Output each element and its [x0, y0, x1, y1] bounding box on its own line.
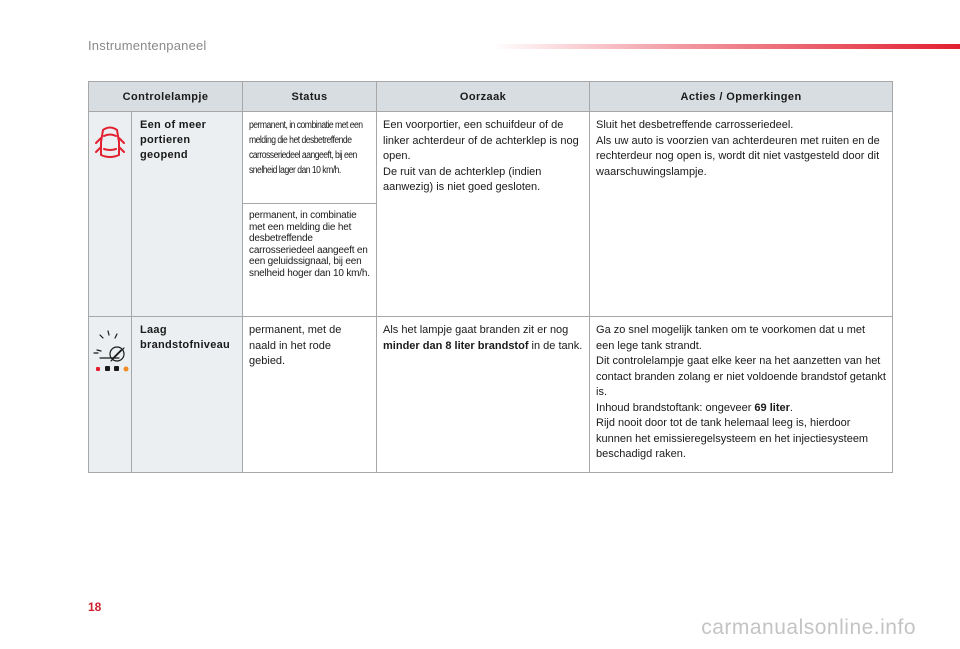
- watermark: carmanualsonline.info: [701, 616, 916, 639]
- action-text: Sluit het desbetreffende carrosseriedeel.: [596, 119, 794, 131]
- door-open-warning-icon: [95, 122, 125, 162]
- status-text: permanent, met de naald in het rode gebied.: [249, 324, 342, 367]
- action-text: Rijd nooit door tot de tank helemaal leeg is, hierdoor kunnen het emissieregelsysteem en het injectiesysteem beschadigd raken.: [596, 417, 869, 460]
- action-text-part: Inhoud brandstoftank: ongeveer: [596, 401, 755, 414]
- section-title: Instrumentenpaneel: [88, 38, 207, 53]
- status-cell: [243, 204, 377, 317]
- fuel-gauge-icon: [91, 329, 129, 375]
- action-text: Als uw auto is voorzien van achterdeuren met ruiten en de rechterdeur nog open is, wordt dit niet vastgesteld door dit waarschuwingslampje.: [596, 134, 880, 178]
- warning-lamps-table: [88, 81, 893, 473]
- cause-cell: [377, 112, 590, 317]
- column-header-status: Status: [243, 82, 377, 112]
- table-header-row: [89, 82, 893, 112]
- action-text: Ga zo snel mogelijk tanken om te voorkomen dat u met een lege tank strandt.: [596, 324, 866, 352]
- cause-text: Als het lampje gaat branden zit er nog: [383, 324, 569, 336]
- action-cell: [590, 112, 893, 317]
- table-row: [89, 112, 893, 204]
- table-row: [89, 317, 893, 473]
- lamp-name: Laag brandstofniveau: [132, 317, 243, 473]
- status-cell: [243, 317, 377, 473]
- action-cell: [590, 317, 893, 473]
- cause-cell: [377, 317, 590, 473]
- column-header-lamp: Controlelampje: [89, 82, 243, 112]
- header-accent-line: [492, 44, 960, 49]
- cause-text: in de tank.: [528, 339, 583, 352]
- status-cell: [243, 112, 377, 204]
- cause-text: De ruit van de achterklep (indien aanwezig) is niet goed gesloten.: [383, 165, 542, 193]
- lamp-icon-cell: [89, 112, 132, 317]
- lamp-icon-cell: [89, 317, 132, 473]
- column-header-actions: Acties / Opmerkingen: [590, 82, 893, 112]
- status-text: permanent, in combinatie met een melding die het desbetreffende carrosseriedeel aangeeft en een geluidssignaal, bij een snelheid hoger dan 10 km/h.: [249, 210, 370, 279]
- page-number: 18: [88, 600, 102, 614]
- action-text: Dit controlelampje gaat elke keer na het aanzetten van het contact branden zolang er niet voldoende brandstof getankt is.: [596, 355, 886, 398]
- cause-emphasis: minder dan 8 liter brandstof: [383, 339, 529, 352]
- action-text: [596, 401, 886, 417]
- status-text: permanent, in combinatie met een melding die het desbetreffende carrosseriedeel aangeeft, bij een snelheid lager dan 10 km/h.: [249, 120, 363, 176]
- action-text-part: .: [789, 401, 793, 414]
- column-header-cause: Oorzaak: [377, 82, 590, 112]
- action-emphasis: 69 liter: [754, 401, 790, 414]
- cause-text: Een voorportier, een schuifdeur of de linker achterdeur of de achterklep is nog open.: [383, 119, 579, 162]
- lamp-name: Een of meer portieren geopend: [132, 112, 243, 317]
